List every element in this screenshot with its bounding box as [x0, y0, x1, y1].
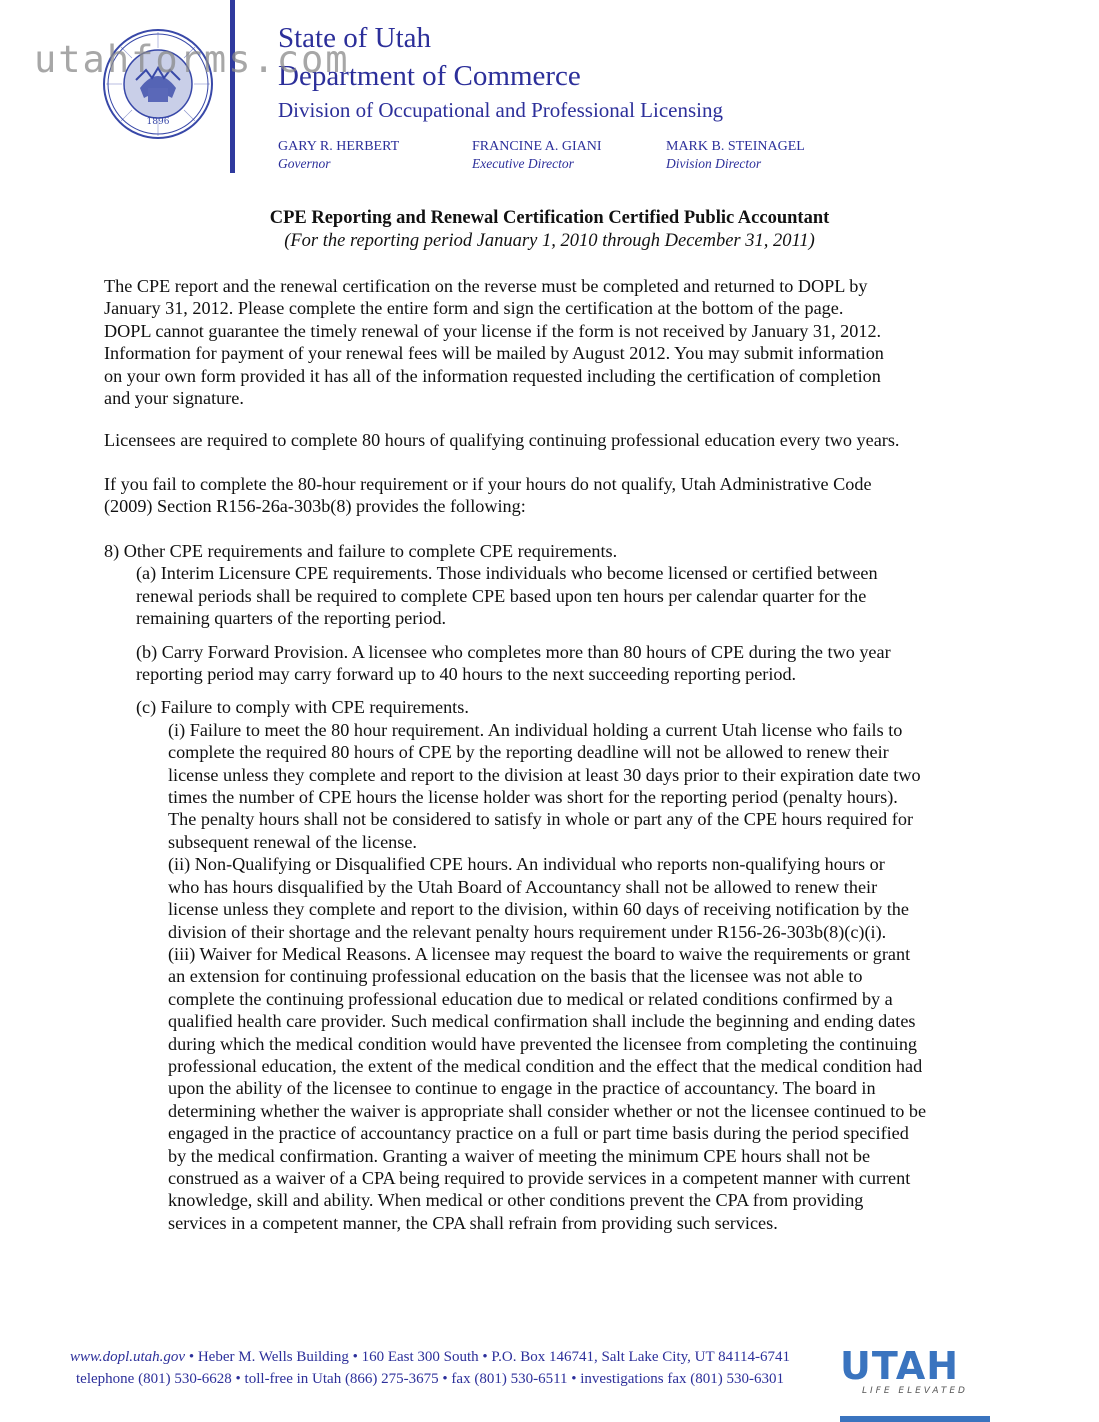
text-line: Licensees are required to complete 80 hours of qualifying continuing professional education every two years.	[104, 430, 900, 450]
text-line: remaining quarters of the reporting period.	[136, 608, 447, 629]
text-line: by the medical confirmation. Granting a waiver of meeting the minimum CPE hours shall not be	[168, 1145, 871, 1166]
text-line: and your signature.	[104, 388, 244, 409]
failure-paragraph	[104, 473, 1004, 518]
text-line: engaged in the practice of accountancy practice on a full or part time basis during the period specified	[168, 1123, 909, 1144]
official-governor	[278, 138, 399, 172]
text-line: construed as a waiver of a CPA being required to provide services in a competent manner with current	[168, 1167, 911, 1188]
requirement-paragraph	[104, 429, 1004, 451]
text-line: determining whether the waiver is appropriate shall consider whether or not the licensee continued to be	[168, 1100, 927, 1121]
text-line: Information for payment of your renewal fees will be mailed by August 2012. You may submit information	[104, 343, 884, 364]
text-line: knowledge, skill and ability. When medical or other conditions prevent the CPA from providing	[168, 1190, 864, 1211]
text-line: who has hours disqualified by the Utah Board of Accountancy shall not be allowed to renew their	[168, 876, 878, 897]
rule-a	[104, 562, 1004, 629]
seal-year: 1896	[146, 117, 170, 127]
footer-website-link[interactable]: www.dopl.utah.gov	[69, 1349, 186, 1365]
rule-section	[104, 540, 1004, 1234]
official-name: GARY R. HERBERT	[278, 139, 400, 154]
footer-phones: telephone (801) 530-6628 • toll-free in Utah (866) 275-3675 • fax (801) 530-6511 • investigations fax (801) 530-6301	[76, 1371, 784, 1387]
text-line: times the number of CPE hours the license holder was short for the reporting period (penalty hours).	[168, 787, 898, 808]
footer	[30, 1346, 830, 1390]
official-division-director	[666, 138, 805, 172]
document-title: CPE Reporting and Renewal Certification Certified Public Accountant	[269, 208, 830, 228]
utah-logo	[840, 1346, 1000, 1396]
text-line: license unless they complete and report to the division, within 60 days of receiving notification by the	[168, 899, 909, 920]
text-line: license unless they complete and report to the division at least 30 days prior to their expiration date two	[168, 764, 921, 785]
rule-c-items	[104, 719, 1004, 1234]
rule-c	[104, 696, 1004, 718]
text-line: during which the medical condition would have prevented the licensee from completing the continuing	[168, 1033, 918, 1054]
text-line: (b) Carry Forward Provision. A licensee who completes more than 80 hours of CPE during the two year	[136, 641, 891, 662]
watermark: utahforms.com	[34, 38, 350, 81]
logo-tagline: LIFE ELEVATED	[862, 1386, 968, 1396]
text-line: (ii) Non-Qualifying or Disqualified CPE hours. An individual who reports non-qualifying hours or	[168, 854, 885, 875]
official-executive-director	[472, 138, 602, 172]
rule-heading: 8) Other CPE requirements and failure to complete CPE requirements.	[104, 541, 618, 561]
header-state: State of Utah	[278, 22, 432, 54]
text-line: reporting period may carry forward up to 40 hours to the next succeeding reporting period.	[136, 664, 797, 685]
text-line: The CPE report and the renewal certification on the reverse must be completed and returned to DOPL by	[104, 276, 868, 296]
text-line: upon the ability of the licensee to continue to engage in the practice of accountancy. The board in	[168, 1078, 876, 1099]
text-line: on your own form provided it has all of the information requested including the certification of completion	[104, 365, 881, 386]
text-line: (a) Interim Licensure CPE requirements. Those individuals who become licensed or certified between	[136, 563, 878, 584]
text-line: subsequent renewal of the license.	[168, 831, 417, 852]
text-line: renewal periods shall be required to complete CPE based upon ten hours per calendar quarter for the	[136, 585, 867, 606]
text-line: (i) Failure to meet the 80 hour requirement. An individual holding a current Utah license who fails to	[168, 719, 903, 740]
official-title: Division Director	[666, 156, 762, 171]
header-department: Department of Commerce	[278, 60, 581, 92]
text-line: January 31, 2012. Please complete the entire form and sign the certification at the bottom of the page.	[104, 298, 844, 319]
header-divider	[230, 0, 235, 173]
rule-b	[104, 641, 1004, 686]
text-line: complete the continuing professional education due to medical or related conditions confirmed by a	[168, 988, 893, 1009]
text-line: If you fail to complete the 80-hour requirement or if your hours do not qualify, Utah Administrative Code	[104, 474, 872, 494]
header-division: Division of Occupational and Professional Licensing	[278, 98, 723, 122]
text-line: qualified health care provider. Such medical confirmation shall include the beginning and ending dates	[168, 1011, 916, 1032]
official-name: FRANCINE A. GIANI	[472, 139, 602, 154]
text-line: professional education, the extent of the medical condition and the effect that the medical condition had	[168, 1055, 923, 1076]
text-line: division of their shortage and the relevant penalty hours requirement under R156-26-303b(8)(c)(i).	[168, 921, 887, 942]
text-line: an extension for continuing professional education on the basis that the licensee was not able to	[168, 966, 863, 987]
logo-word: UTAH	[840, 1344, 960, 1388]
text-line: DOPL cannot guarantee the timely renewal of your license if the form is not received by January 31, 2012.	[104, 320, 882, 341]
text-line: (iii) Waiver for Medical Reasons. A licensee may request the board to waive the requirements or grant	[168, 943, 911, 964]
official-name: MARK B. STEINAGEL	[666, 139, 805, 154]
text-line: services in a competent manner, the CPA shall refrain from providing such services.	[168, 1212, 778, 1233]
official-title: Governor	[278, 156, 331, 171]
text-line: The penalty hours shall not be considered to satisfy in whole or part any of the CPE hours required for	[168, 809, 914, 830]
footer-address: • Heber M. Wells Building • 160 East 300 South • P.O. Box 146741, Salt Lake City, UT 84114-6741	[185, 1349, 791, 1365]
footer-address-line	[30, 1346, 830, 1368]
logo-cutoff	[840, 1416, 990, 1422]
intro-paragraph	[104, 275, 1004, 409]
document-subtitle: (For the reporting period January 1, 2010 through December 31, 2011)	[284, 231, 815, 251]
text-line: complete the required 80 hours of CPE by the reporting deadline will not be allowed to renew their	[168, 742, 889, 763]
rule-c-heading: (c) Failure to comply with CPE requirements.	[136, 697, 469, 718]
official-title: Executive Director	[472, 156, 574, 171]
text-line: (2009) Section R156-26a-303b(8) provides the following:	[104, 496, 526, 517]
